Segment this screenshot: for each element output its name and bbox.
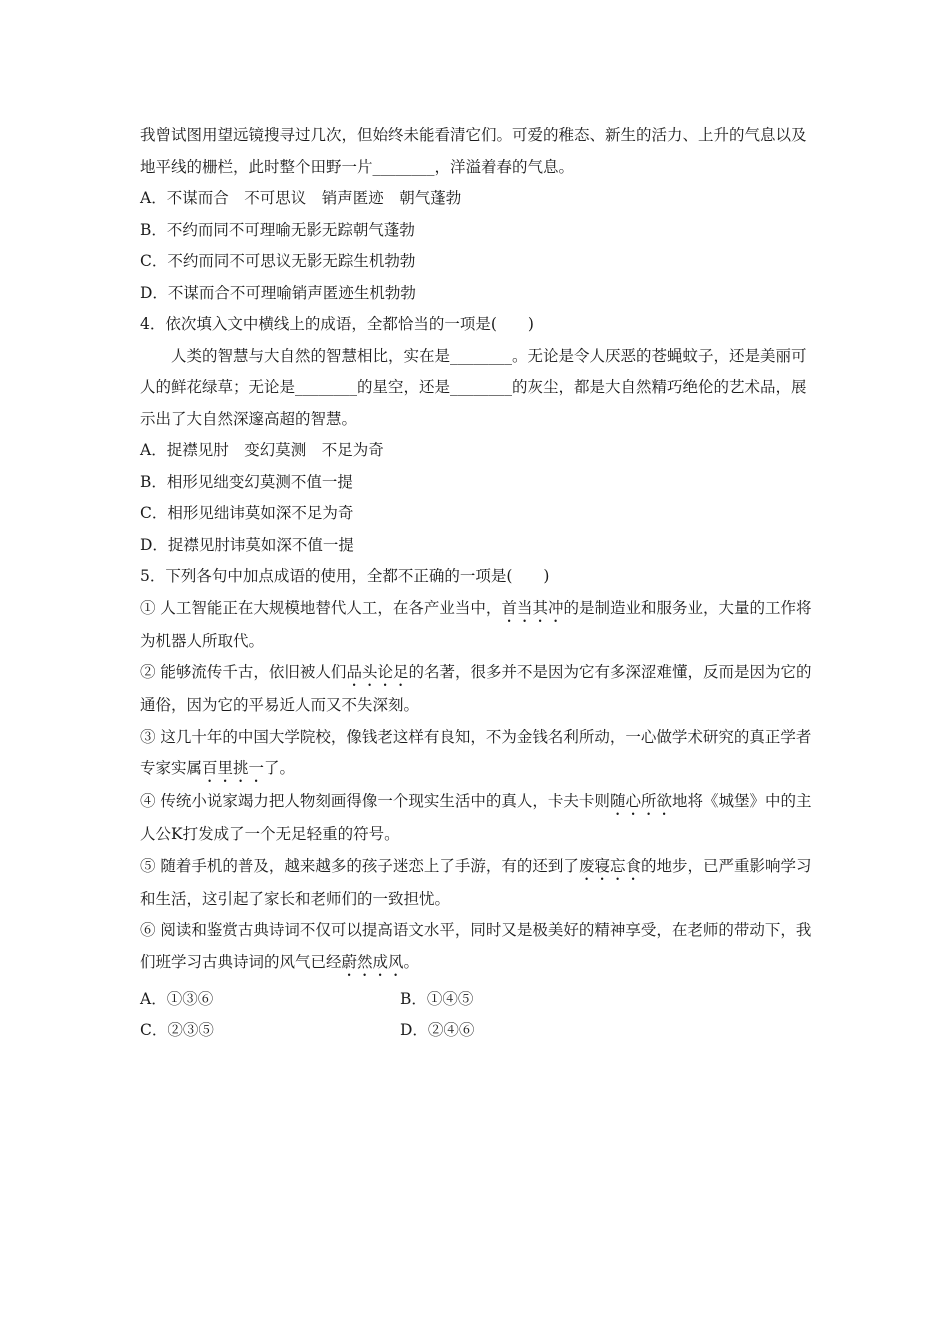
- q5-item-3-text: ③ 这几十年的中国大学院校，像钱老这样有良知，不为金钱名利所动，一心做学术研究的真正学者专家实属: [140, 727, 812, 777]
- q3-option-d: D．不谋而合不可理喻销声匿迹生机勃勃: [140, 283, 416, 302]
- q4-option-a: A．捉襟见肘 变幻莫测 不足为奇: [140, 441, 384, 459]
- q5-item-1: [140, 593, 812, 658]
- q5-item-1-text-end: 的是制造业和服务业，大量的工作将为机器人所取代。: [140, 598, 812, 650]
- q3-option-b: B．不约而同不可理喻无影无踪朝气蓬勃: [140, 220, 415, 239]
- q5-item-2-idiom: 品头论足: [346, 663, 409, 681]
- q5-options-row-1: [140, 984, 812, 1016]
- q5-item-3-text-end: 了。: [264, 759, 296, 777]
- q5-item-4-text-end: 地将《城堡》中的主人公K打发成了一个无足轻重的符号。: [140, 792, 812, 843]
- q5-item-1-text: ① 人工智能正在大规模地替代人工，在各产业当中，: [140, 598, 502, 617]
- q5-option-a: A．①③⑥: [140, 989, 214, 1008]
- q5-item-6-text-end: 。: [403, 952, 420, 971]
- q5-item-2-text: ② 能够流传千古，依旧被人们: [140, 663, 347, 681]
- q5-item-3: [140, 722, 812, 787]
- q5-item-2-text-end: 的名著，很多并不是因为它有多深涩难懂，反而是因为它的通俗，因为它的平易近人而又不失深刻。: [140, 663, 812, 714]
- q5-option-b: B．①④⑤: [400, 989, 474, 1008]
- q5-item-2: [140, 657, 812, 722]
- q5-item-5: [140, 851, 812, 916]
- q4-passage: 人类的智慧与大自然的智慧相比，实在是________。无论是令人厌恶的苍蝇蚊子，还是美丽可人的鲜花绿草；无论是________的星空，还是________的灰尘，都是大自然精巧绝伦的艺术品，展示出了大自然深邃高超的智慧。: [140, 346, 807, 428]
- q3-passage-end: 我曾试图用望远镜搜寻过几次，但始终未能看清它们。可爱的稚态、新生的活力、上升的气息以及地平线的栅栏，此时整个田野一片________，洋溢着春的气息。: [140, 126, 807, 176]
- q5-item-5-idiom: 废寝忘食: [578, 856, 641, 875]
- q5-item-1-idiom: 首当其冲: [501, 598, 564, 617]
- q5-item-3-idiom: 百里挑一: [202, 759, 265, 777]
- document-page: [140, 120, 812, 1047]
- q5-option-d: D．②④⑥: [400, 1021, 475, 1039]
- q5-item-6: [140, 915, 812, 980]
- q3-option-c: C．不约而同不可思议无影无踪生机勃勃: [140, 252, 416, 270]
- q5-option-c: C．②③⑤: [140, 1021, 214, 1039]
- q4-stem: 4．依次填入文中横线上的成语，全都恰当的一项是( ): [140, 315, 534, 333]
- q5-item-4: [140, 786, 812, 851]
- q5-item-6-text: ⑥ 阅读和鉴赏古典诗词不仅可以提高语文水平，同时又是极美好的精神享受，在老师的带动下，我们班学习古典诗词的风气已经: [140, 921, 812, 971]
- q5-item-4-text: ④ 传统小说家竭力把人物刻画得像一个现实生活中的真人，卡夫卡则: [140, 792, 610, 810]
- q4-option-d: D．捉襟见肘讳莫如深不值一提: [140, 535, 354, 554]
- q5-item-5-text-end: 的地步，已严重影响学习和生活，这引起了家长和老师们的一致担忧。: [140, 856, 812, 908]
- q5-item-5-text: ⑤ 随着手机的普及，越来越多的孩子迷恋上了手游，有的还到了: [140, 856, 579, 875]
- q5-options-row-2: [140, 1015, 812, 1047]
- q3-option-a: A．不谋而合 不可思议 销声匿迹 朝气蓬勃: [140, 189, 462, 207]
- q5-item-6-idiom: 蔚然成风: [341, 952, 404, 971]
- q4-option-b: B．相形见绌变幻莫测不值一提: [140, 472, 353, 491]
- q5-item-4-idiom: 随心所欲: [609, 792, 672, 810]
- q5-stem: 5．下列各句中加点成语的使用，全都不正确的一项是( ): [140, 567, 550, 585]
- q4-option-c: C．相形见绌讳莫如深不足为奇: [140, 504, 354, 522]
